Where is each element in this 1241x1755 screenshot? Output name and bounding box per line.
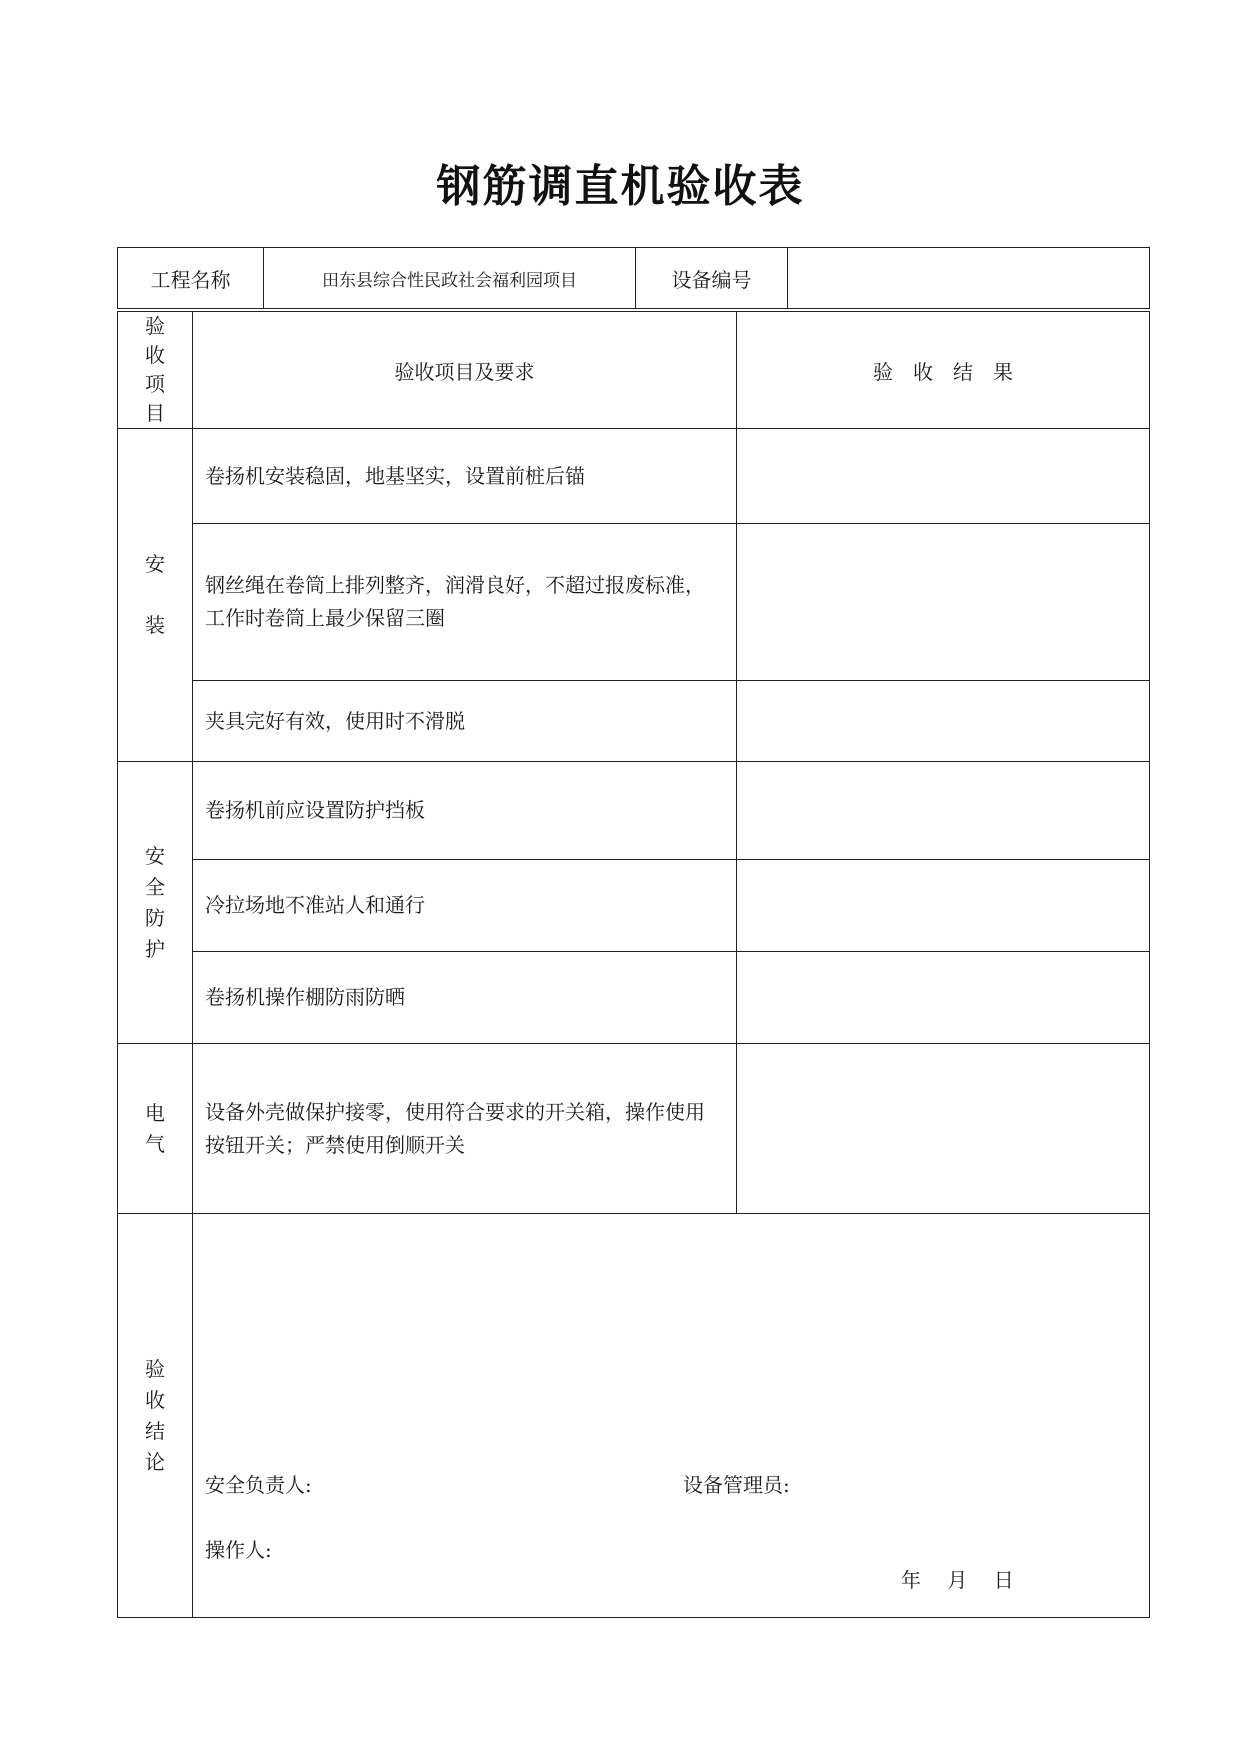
acceptance-form: [117, 247, 1149, 1618]
conclusion-cell[interactable]: [193, 1214, 1150, 1618]
result-cell[interactable]: [737, 952, 1150, 1044]
category-conclusion: 验 收 结 论: [118, 1214, 193, 1618]
category-safety-protection: 安 全 防 护: [118, 762, 193, 1044]
header-table: [117, 247, 1150, 309]
safety-officer-label: 安全负责人:: [205, 1473, 312, 1497]
result-cell[interactable]: [737, 681, 1150, 762]
result-cell[interactable]: [737, 1044, 1150, 1214]
requirement-item: 钢丝绳在卷筒上排列整齐，润滑良好，不超过报废标准，工作时卷筒上最少保留三圈: [193, 524, 737, 681]
project-name-label: 工程名称: [118, 248, 264, 309]
project-name-field[interactable]: 田东县综合性民政社会福利园项目: [264, 248, 636, 309]
col-header-result: 验 收 结 果: [737, 312, 1150, 429]
category-electrical: 电 气: [118, 1044, 193, 1214]
requirement-item: 冷拉场地不准站人和通行: [193, 860, 737, 952]
requirement-item: 夹具完好有效，使用时不滑脱: [193, 681, 737, 762]
result-cell[interactable]: [737, 524, 1150, 681]
requirement-item: 卷扬机操作棚防雨防晒: [193, 952, 737, 1044]
date-label: 年 月 日: [901, 1568, 1014, 1592]
requirement-item: 卷扬机安装稳固，地基坚实，设置前桩后锚: [193, 429, 737, 524]
inspection-table: [117, 311, 1150, 1618]
col-header-category: 验收项目: [118, 312, 193, 429]
result-cell[interactable]: [737, 762, 1150, 860]
page-title: 钢筋调直机验收表: [436, 161, 805, 212]
equipment-manager-label: 设备管理员:: [683, 1473, 790, 1497]
result-cell[interactable]: [737, 860, 1150, 952]
requirement-item: 设备外壳做保护接零，使用符合要求的开关箱，操作使用按钮开关；严禁使用倒顺开关: [193, 1044, 737, 1214]
result-cell[interactable]: [737, 429, 1150, 524]
requirement-item: 卷扬机前应设置防护挡板: [193, 762, 737, 860]
device-number-field[interactable]: [788, 248, 1150, 309]
category-installation: 安 装: [118, 429, 193, 762]
device-number-label: 设备编号: [636, 248, 788, 309]
col-header-requirements: 验收项目及要求: [193, 312, 737, 429]
operator-label: 操作人:: [205, 1538, 272, 1562]
